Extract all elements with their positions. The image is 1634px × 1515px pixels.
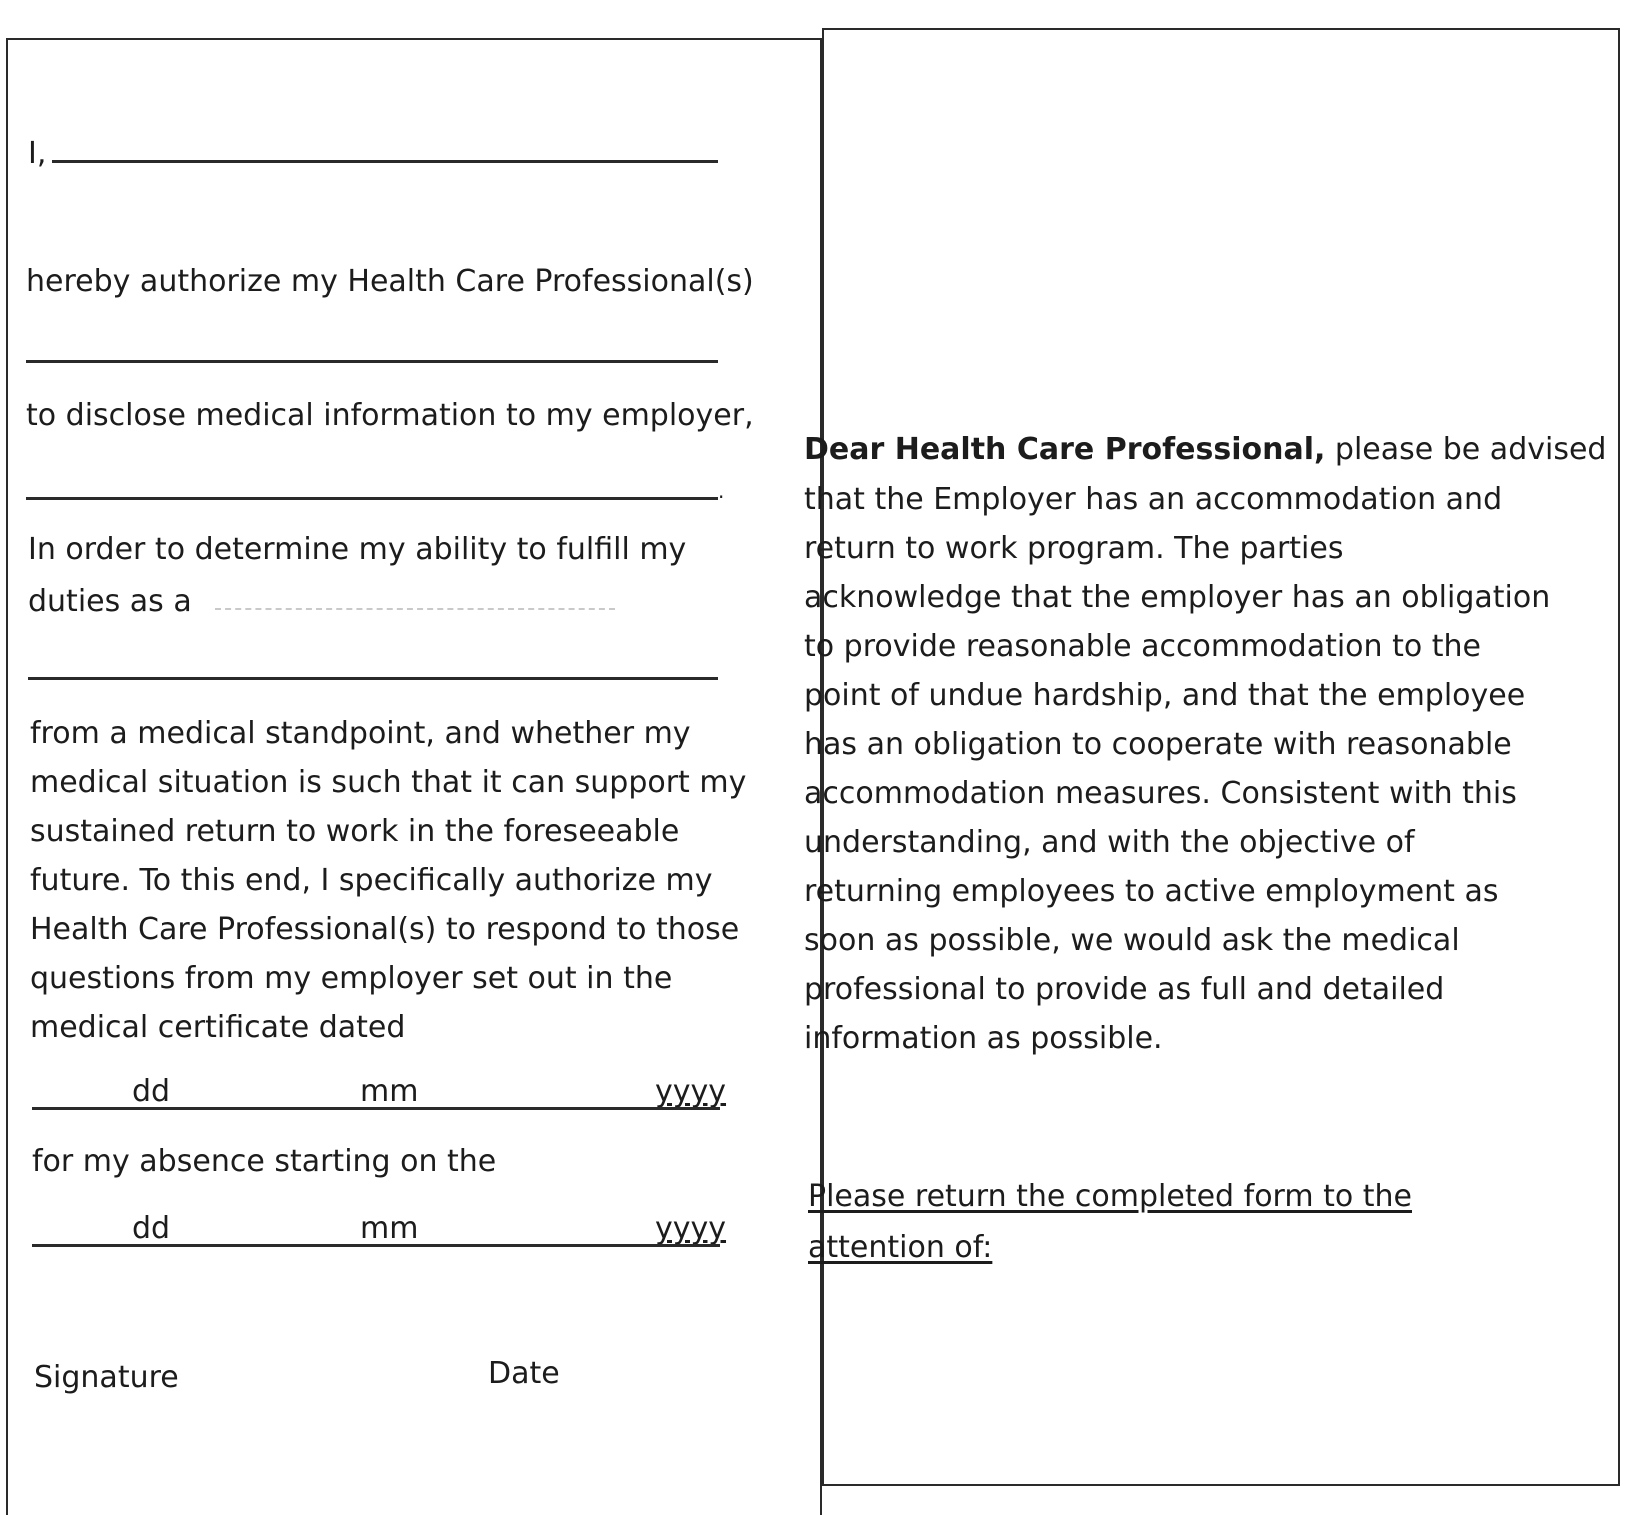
signature-label: Signature: [34, 1360, 179, 1395]
certificate-date-field[interactable]: [32, 1074, 727, 1109]
absence-date-line: [32, 1244, 720, 1247]
date-label: Date: [488, 1356, 560, 1391]
body-line-6: questions from my employer set out in the: [30, 961, 673, 996]
certificate-date-line: [32, 1107, 720, 1110]
authorize-text: hereby authorize my Health Care Professional(s): [26, 264, 754, 299]
notice-line-1: that the Employer has an accommodation and: [804, 482, 1503, 517]
body-line-3: sustained return to work in the foreseeable: [30, 814, 680, 849]
date-mm: mm: [360, 1211, 419, 1246]
disclose-text: to disclose medical information to my employer,: [26, 398, 754, 433]
patient-name-line[interactable]: [52, 160, 718, 163]
notice-line-5: point of undue hardship, and that the employee: [804, 678, 1526, 713]
body-line-1: from a medical standpoint, and whether my: [30, 716, 691, 751]
faint-duties-line: [215, 608, 615, 610]
body-line-7: medical certificate dated: [30, 1010, 406, 1045]
order-text-1: In order to determine my ability to fulfill my: [28, 532, 687, 567]
body-line-5: Health Care Professional(s) to respond to those: [30, 912, 740, 947]
employer-line[interactable]: [26, 497, 718, 500]
i-prefix: I,: [28, 136, 47, 171]
notice-line-10: soon as possible, we would ask the medical: [804, 923, 1460, 958]
greeting-line: [804, 424, 1606, 475]
date-yyyy: yyyy: [655, 1211, 727, 1246]
notice-line-8: understanding, and with the objective of: [804, 825, 1415, 860]
notice-line-12: information as possible.: [804, 1021, 1163, 1056]
notice-line-7: accommodation measures. Consistent with this: [804, 776, 1517, 811]
greeting-rest: please be advised: [1325, 432, 1607, 467]
date-yyyy: yyyy: [655, 1074, 727, 1109]
order-text-2: duties as a: [28, 584, 192, 619]
absence-text: for my absence starting on the: [32, 1144, 497, 1179]
body-line-4: future. To this end, I specifically authorize my: [30, 863, 713, 898]
date-mm: mm: [360, 1074, 419, 1109]
greeting-bold: Dear Health Care Professional,: [804, 432, 1326, 467]
notice-line-4: to provide reasonable accommodation to the: [804, 629, 1481, 664]
notice-line-6: has an obligation to cooperate with reasonable: [804, 727, 1512, 762]
absence-date-field[interactable]: [32, 1211, 727, 1246]
duties-line[interactable]: [28, 677, 718, 680]
employer-line-period: .: [718, 479, 725, 503]
notice-line-2: return to work program. The parties: [804, 531, 1344, 566]
health-care-professional-line[interactable]: [26, 360, 718, 363]
return-instruction-1: Please return the completed form to the: [808, 1179, 1412, 1214]
return-instruction-2: attention of:: [808, 1230, 993, 1265]
notice-line-9: returning employees to active employment as: [804, 874, 1499, 909]
date-dd: dd: [132, 1074, 171, 1109]
notice-line-11: professional to provide as full and detailed: [804, 972, 1445, 1007]
body-line-2: medical situation is such that it can support my: [30, 765, 747, 800]
date-dd: dd: [132, 1211, 171, 1246]
notice-line-3: acknowledge that the employer has an obligation: [804, 580, 1551, 615]
